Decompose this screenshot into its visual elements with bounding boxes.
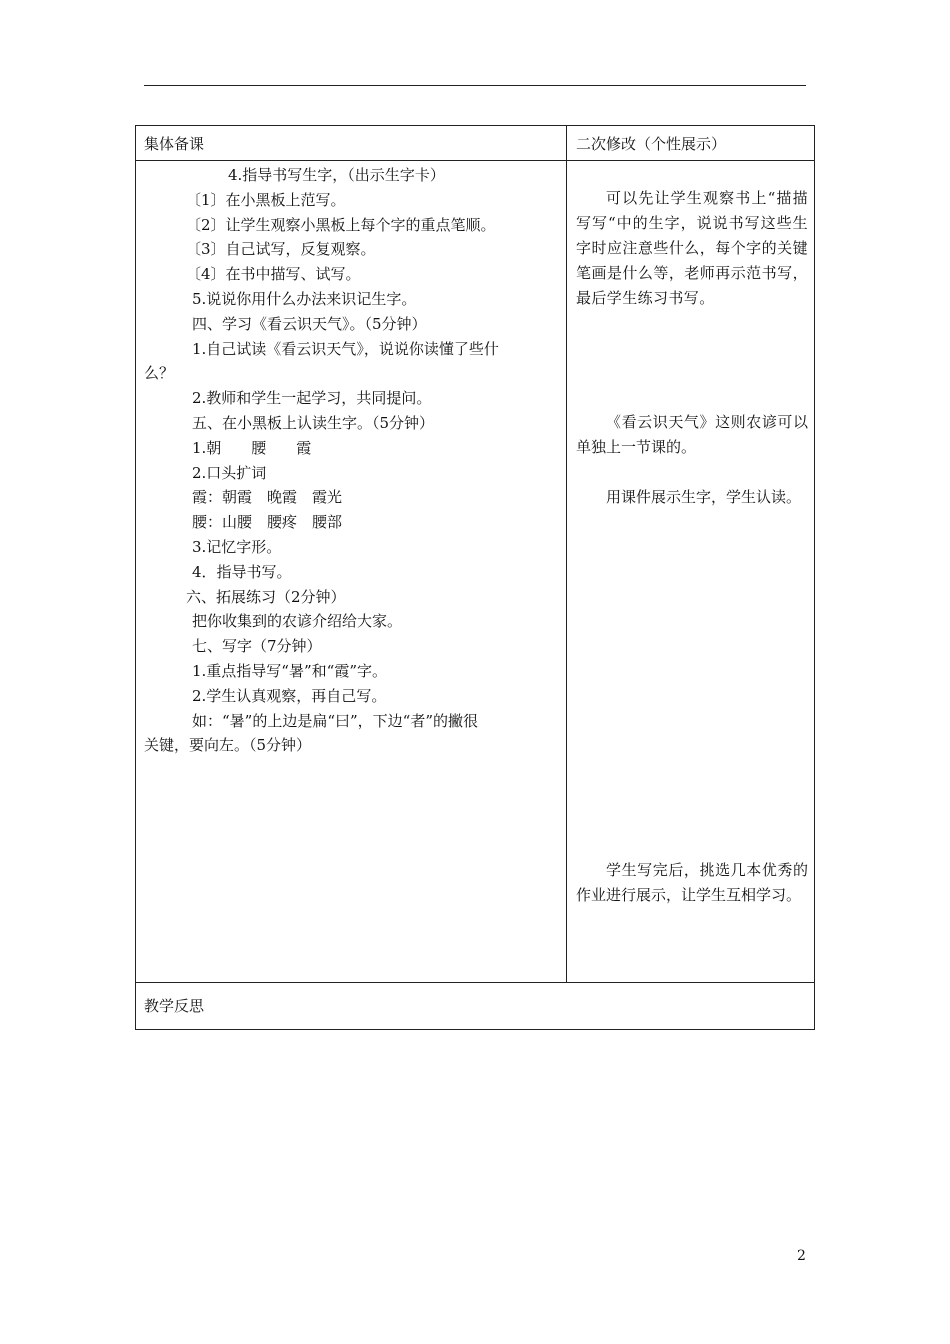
- section-heading: 七、写字（7分钟）: [192, 637, 322, 656]
- content-line: 1.自己试读《看云识天气》，说说你读懂了些什: [192, 339, 499, 358]
- section-heading: 五、在小黑板上认读生字。（5分钟）: [192, 413, 435, 432]
- content-line: 霞：朝霞 晚霞 霞光: [192, 488, 343, 507]
- content-line: 〔1〕在小黑板上范写。: [186, 190, 346, 209]
- table-column-divider: [566, 126, 567, 982]
- content-line: 2.学生认真观察，再自己写。: [192, 686, 387, 705]
- content-line: 么？: [144, 364, 175, 383]
- page-number: 2: [797, 1248, 806, 1264]
- content-line: 3.记忆字形。: [192, 537, 282, 556]
- content-line: 〔3〕自己试写，反复观察。: [186, 240, 376, 259]
- content-line: 4．指导书写。: [192, 562, 292, 581]
- lesson-plan-table: [135, 125, 815, 1030]
- content-line: 1.重点指导写“暑”和“霞”字。: [192, 661, 387, 680]
- content-line: 5.说说你用什么办法来识记生字。: [192, 289, 417, 308]
- content-line: 1.朝 腰 霞: [192, 438, 312, 457]
- table-row-divider: [136, 982, 814, 983]
- content-line: 4.指导书写生字，（出示生字卡）: [228, 166, 445, 184]
- table-row-divider: [136, 160, 814, 161]
- content-line: 〔4〕在书中描写、试写。: [186, 265, 361, 284]
- revision-note: 可以先让学生观察书上“描描写写“中的生字，说说书写这些生字时应注意些什么，每个字的关键笔画是什么等，老师再示范书写，最后学生练习书写。: [576, 189, 808, 307]
- content-line: 2.口头扩词: [192, 463, 267, 482]
- content-line: 关键，要向左。（5分钟）: [144, 736, 312, 755]
- header-second-revision: 二次修改（个性展示）: [576, 135, 727, 153]
- header-collective-prep: 集体备课: [144, 135, 205, 153]
- revision-note: 学生写完后，挑选几本优秀的作业进行展示，让学生互相学习。: [576, 861, 808, 904]
- content-line: 〔2〕让学生观察小黑板上每个字的重点笔顺。: [186, 215, 496, 234]
- revision-note: 《看云识天气》这则农谚可以单独上一节课的。: [576, 413, 808, 456]
- section-heading: 四、学习《看云识天气》。（5分钟）: [192, 314, 427, 333]
- content-line: 腰：山腰 腰疼 腰部: [192, 513, 343, 532]
- section-heading: 六、拓展练习（2分钟）: [186, 587, 346, 606]
- content-line: 2.教师和学生一起学习，共同提问。: [192, 389, 432, 408]
- content-line: 如：“暑”的上边是扁“曰”，下边“者”的撇很: [192, 711, 479, 730]
- collective-prep-content: [144, 163, 560, 758]
- content-line: 把你收集到的农谚介绍给大家。: [192, 612, 403, 631]
- header-rule: [144, 85, 806, 86]
- teaching-reflection-label: 教学反思: [144, 997, 205, 1015]
- revision-note: 用课件展示生字，学生认读。: [606, 488, 802, 506]
